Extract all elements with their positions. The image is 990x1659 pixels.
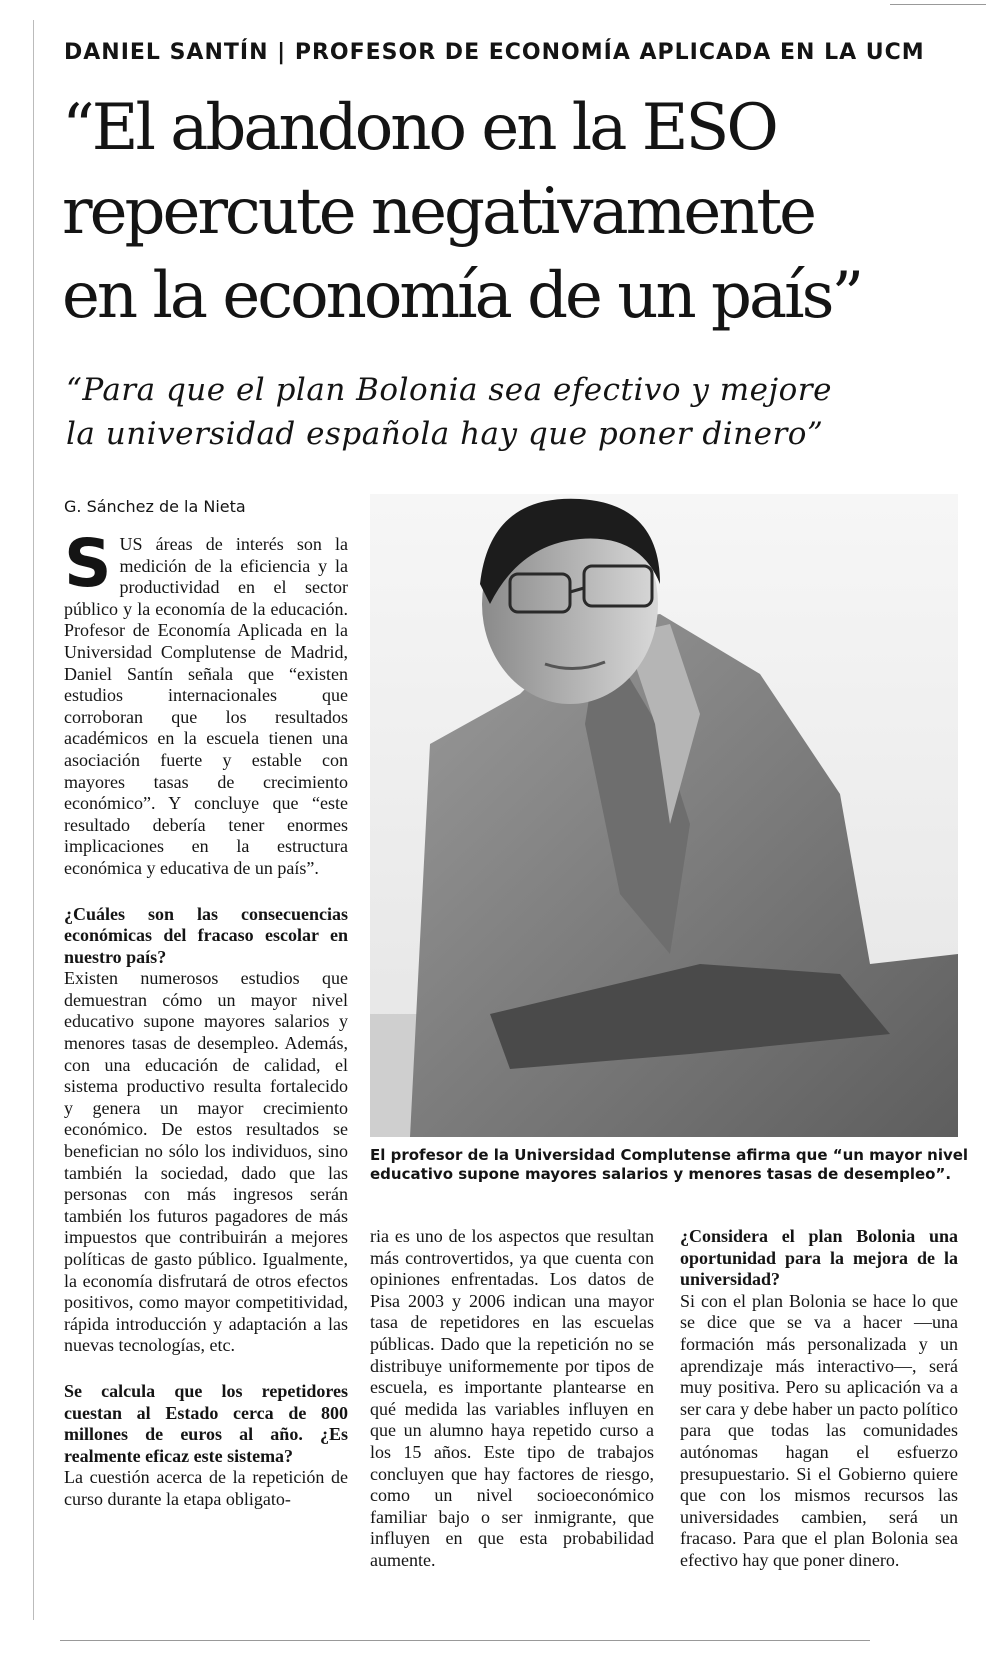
question-1: ¿Cuáles son las consecuencias económicas del fracaso escolar en nuestro país? (64, 903, 348, 967)
top-rule (890, 4, 986, 5)
question-2: Se calcula que los repetidores cuestan al Estado cerca de 800 millones de euros al año. ¿Es realmente eficaz este sistema? (64, 1380, 348, 1466)
portrait-photo (370, 494, 958, 1137)
article-column-1 (64, 525, 348, 1511)
article-column-2 (370, 1226, 654, 1572)
subheadline-line: la universidad española hay que poner dinero” (66, 416, 824, 452)
page-edge-line (33, 20, 34, 1620)
answer-1: Existen numerosos estudios que demuestran cómo un mayor nivel educativo supone mayores salarios y menores tasas de desempleo. Además, con una educación de calidad, el sistema productivo resulta fortalecido y genera un mayor crecimiento económico. De estos resultados se benefician no sólo los individuos, sino también la sociedad, dado que las personas con más ingresos serán también los futuros pagadores de más impuestos que contribuirán a mejores políticas de gasto público. Igualmente, la economía disfrutará de otros efectos positivos, como mayor competitividad, rápida introducción y adaptación a las nuevas tecnologías, etc. (64, 968, 348, 1356)
subheadline-line: “Para que el plan Bolonia sea efectivo y mejore (66, 372, 832, 408)
intro-text: US áreas de interés son la medición de la eficiencia y la productividad en el sector público y la economía de la educación. Profesor de Economía Aplicada en la Universidad Complutense de Madrid, Daniel Santín señala que “existen estudios internacionales que corroboran que los resultados académicos en la escuela tienen una asociación fuerte y estable con mayores tasas de crecimiento económico”. Y concluye que “este resultado debería tener enormes implicaciones en la estructura económica y educativa de un país”. (64, 534, 348, 878)
question-3: ¿Considera el plan Bolonia una oportunidad para la mejora de la universidad? (680, 1226, 958, 1290)
article-column-3 (680, 1226, 958, 1572)
caption-line: educativo supone mayores salarios y menores tasas de desempleo”. (370, 1165, 952, 1183)
headline-line: en la economía de un país” (62, 259, 862, 333)
photo-caption (370, 1146, 969, 1184)
headline-line: repercute negativamente (62, 175, 814, 249)
bottom-rule (60, 1640, 870, 1641)
intro-paragraph (64, 525, 348, 880)
answer-2-continued: ria es uno de los aspectos que resultan más controvertidos, ya que cuenta con opiniones enfrentadas. Los datos de Pisa 2003 y 2006 indican una mayor tasa de repetidores en las escuelas públicas. Dado que la repetición no se distribuye uniformemente por tipos de escuela, es importante plantearse en qué medida las variables influyen en que un alumno haya repetido curso a los 15 años. Este tipo de trabajos concluyen que hay factores de riesgo, como un nivel socioeconómico familiar bajo o ser inmigrante, que influyen en que esta probabilidad aumente. (370, 1226, 654, 1570)
headline (62, 86, 942, 338)
subheadline (66, 368, 926, 456)
answer-3: Si con el plan Bolonia se hace lo que se dice que se va a hacer —una formación más personalizada y un aprendizaje más interactivo—, será muy positiva. Pero su aplicación va a ser cara y debe haber un pacto político para que todas las comunidades autónomas hagan el esfuerzo presupuestario. Si el Gobierno quiere que con los mismos recursos las universidades cambien, será un fracaso. Para que el plan Bolonia sea efectivo hay que poner dinero. (680, 1290, 958, 1570)
byline: G. Sánchez de la Nieta (64, 497, 246, 516)
kicker: DANIEL SANTÍN | PROFESOR DE ECONOMÍA APLICADA EN LA UCM (64, 40, 925, 65)
answer-2-start: La cuestión acerca de la repetición de curso durante la etapa obligato- (64, 1467, 348, 1509)
caption-line: El profesor de la Universidad Complutense afirma que “un mayor nivel (370, 1146, 969, 1164)
dropcap: S (64, 525, 112, 602)
headline-line: “El abandono en la ESO (62, 91, 776, 165)
